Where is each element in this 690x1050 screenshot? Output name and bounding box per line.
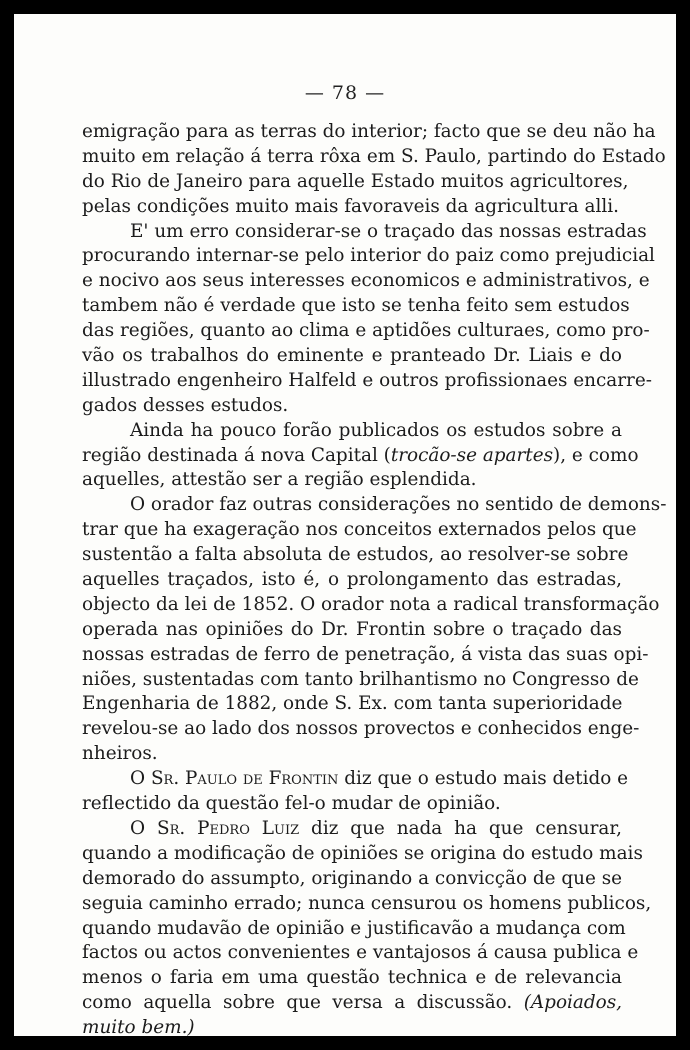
text-line: demorado do assumpto, originando a convicção de que se	[82, 867, 623, 889]
text-segment: O	[130, 768, 151, 790]
text-line: muito em relação á terra rôxa em S. Paulo, partindo do Estado	[82, 145, 666, 167]
text-segment: como aquella sobre que versa a discussão.	[82, 992, 524, 1014]
text-line: muito bem.)	[82, 1017, 195, 1036]
text-line: objecto da lei de 1852. O orador nota a radical transformação	[82, 593, 660, 615]
text-segment: diz que nada ha que censurar,	[299, 817, 622, 839]
speaker-name: Sr. Pedro Luiz	[157, 817, 300, 839]
text-line: quando a modificação de opiniões se origina do estudo mais	[82, 842, 643, 864]
italic-aside: trocão-se apartes	[390, 444, 554, 466]
text-line: Ainda ha pouco forão publicados os estudos sobre a	[130, 419, 622, 441]
text-line	[82, 767, 629, 792]
text-line: aquelles, attestão ser a região esplendida.	[82, 469, 477, 491]
text-segment: diz que o estudo mais detido e	[338, 768, 629, 790]
text-line: e nocivo aos seus interesses economicos e administrativos, e	[82, 270, 650, 292]
text-line: illustrado engenheiro Halfeld e outros profissionaes encarre-	[82, 369, 652, 391]
text-line: tambem não é verdade que isto se tenha feito sem estudos	[82, 295, 630, 317]
text-line: seguia caminho errado; nunca censurou os homens publicos,	[82, 892, 652, 914]
text-line: niões, sustentadas com tanto brilhantismo no Congresso de	[82, 668, 639, 690]
text-line: nossas estradas de ferro de penetração, á vista das suas opi-	[82, 643, 649, 665]
text-line: trar que ha exageração nos conceitos externados pelos que	[82, 519, 637, 541]
text-line	[82, 817, 622, 842]
text-line: aquelles traçados, isto é, o prolongamento das estradas,	[82, 569, 622, 591]
text-line: menos o faria em uma questão technica e de relevancia	[82, 967, 622, 989]
text-line: das regiões, quanto ao clima e aptidões culturaes, como pro-	[82, 320, 650, 342]
text-line: procurando internar-se pelo interior do paiz como prejudicial	[82, 245, 655, 267]
text-line	[82, 444, 639, 469]
text-line: vão os trabalhos do eminente e pranteado Dr. Liais e do	[82, 345, 622, 367]
text-line: quando mudavão de opinião e justificavão a mudança com	[82, 917, 626, 939]
text-segment: O	[130, 817, 157, 839]
text-line: revelou-se ao lado dos nossos provectos e conhecidos enge-	[82, 718, 640, 740]
text-line: nheiros.	[82, 743, 158, 765]
speaker-name: Sr. Paulo de Frontin	[150, 768, 339, 790]
text-line: reflectido da questão fel-o mudar de opinião.	[82, 793, 501, 815]
book-page	[14, 14, 676, 1036]
text-line	[82, 991, 622, 1016]
body-text	[82, 120, 667, 1036]
text-segment: região destinada á nova Capital (	[82, 444, 391, 466]
text-line: operada nas opiniões do Dr. Frontin sobre o traçado das	[82, 618, 622, 640]
text-line: emigração para as terras do interior; facto que se deu não ha	[82, 121, 656, 142]
text-line: O orador faz outras considerações no sentido de demons-	[130, 494, 667, 516]
text-line: do Rio de Janeiro para aquelle Estado muitos agricultores,	[82, 170, 629, 192]
text-line: gados desses estudos.	[82, 394, 289, 416]
text-line: Engenharia de 1882, onde S. Ex. com tanta superioridade	[82, 693, 623, 715]
page-number: — 78 —	[304, 82, 386, 104]
text-line: E' um erro considerar-se o traçado das nossas estradas	[130, 220, 647, 242]
text-segment: ), e como	[553, 444, 639, 466]
italic-aside: (Apoiados,	[523, 992, 622, 1014]
text-line: pelas condições muito mais favoraveis da agricultura alli.	[82, 195, 619, 217]
text-line: factos ou actos convenientes e vantajosos á causa publica e	[82, 942, 639, 964]
text-line: sustentão a falta absoluta de estudos, ao resolver-se sobre	[82, 544, 629, 566]
